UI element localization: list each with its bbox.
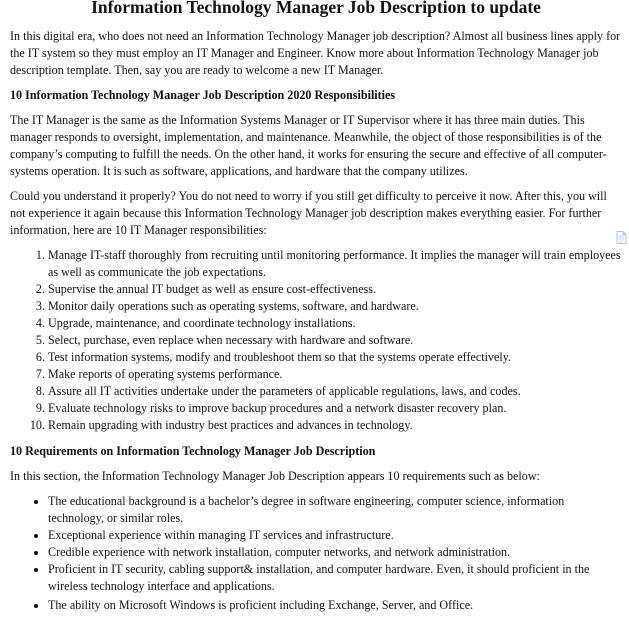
list-item: 8. Assure all IT activities undertake under the parameters of applicable regulations, laws, and codes. <box>48 383 622 400</box>
list-item: 2. Supervise the annual IT budget as well as ensure cost-effectiveness. <box>48 281 622 298</box>
list-item: • Credible experience with network installation, computer networks, and network administration. <box>48 544 622 561</box>
requirements-list <box>10 493 622 614</box>
list-item: 10. Remain upgrading with industry best practices and advances in technology. <box>48 417 622 434</box>
list-item: 7. Make reports of operating systems performance. <box>48 366 622 383</box>
responsibilities-paragraph-2: Could you understand it properly? You do not need to worry if you still get difficulty to perceive it now. After this, you will not experience it again because this Information Technology Manager job description makes everything easier. For further information, here are 10 IT Manager responsibilities: <box>10 189 607 237</box>
list-item: 9. Evaluate technology risks to improve backup procedures and a network disaster recovery plan. <box>48 400 622 417</box>
list-item: • Proficient in IT security, cabling support& installation, and computer hardware. Even, it should proficient in the wireless technology interface and applications. <box>48 561 622 595</box>
document-icon[interactable] <box>616 231 627 244</box>
responsibilities-heading: 10 Information Technology Manager Job Description 2020 Responsibilities <box>10 88 396 102</box>
list-item: 1. Manage IT-staff thoroughly from recruiting until monitoring performance. It implies the manager will train employees as well as communicate the job expectations. <box>48 247 622 281</box>
list-item: • The educational background is a bachelor’s degree in software engineering, computer science, information technology, or similar roles. <box>48 493 622 527</box>
intro-paragraph: In this digital era, who does not need an Information Technology Manager job description? Almost all business lines apply for the IT system so they must employ an IT Manager and Engineer. Know more about Information Technology Manager job description template. Then, say you are ready to welcome a new IT Manager. <box>10 29 621 77</box>
list-item: 5. Select, purchase, even replace when necessary with hardware and software. <box>48 332 622 349</box>
responsibilities-list <box>10 247 622 434</box>
requirements-heading: 10 Requirements on Information Technology Manager Job Description <box>10 444 376 458</box>
document-page <box>10 0 622 623</box>
responsibilities-paragraph-1: The IT Manager is the same as the Information Systems Manager or IT Supervisor where it has three main duties. This manager responds to oversight, implementation, and maintenance. Meanwhile, the object of those responsibilities is of the company’s computing to fulfill the needs. On the other hand, it works for ensuring the secure and effective of all computer-systems operation. It is such as software, applications, and hardware that the company utilizes. <box>10 113 607 178</box>
requirements-intro: In this section, the Information Technology Manager Job Description appears 10 requirements such as below: <box>10 469 540 483</box>
list-item: 3. Monitor daily operations such as operating systems, software, and hardware. <box>48 298 622 315</box>
list-item: 4. Upgrade, maintenance, and coordinate technology installations. <box>48 315 622 332</box>
list-item: 6. Test information systems, modify and troubleshoot them so that the systems operate effectively. <box>48 349 622 366</box>
list-item: • Exceptional experience within managing IT services and infrastructure. <box>48 527 622 544</box>
list-item: • The ability on Microsoft Windows is proficient including Exchange, Server, and Office. <box>48 597 622 614</box>
page-title: Information Technology Manager Job Description to update <box>91 0 541 17</box>
